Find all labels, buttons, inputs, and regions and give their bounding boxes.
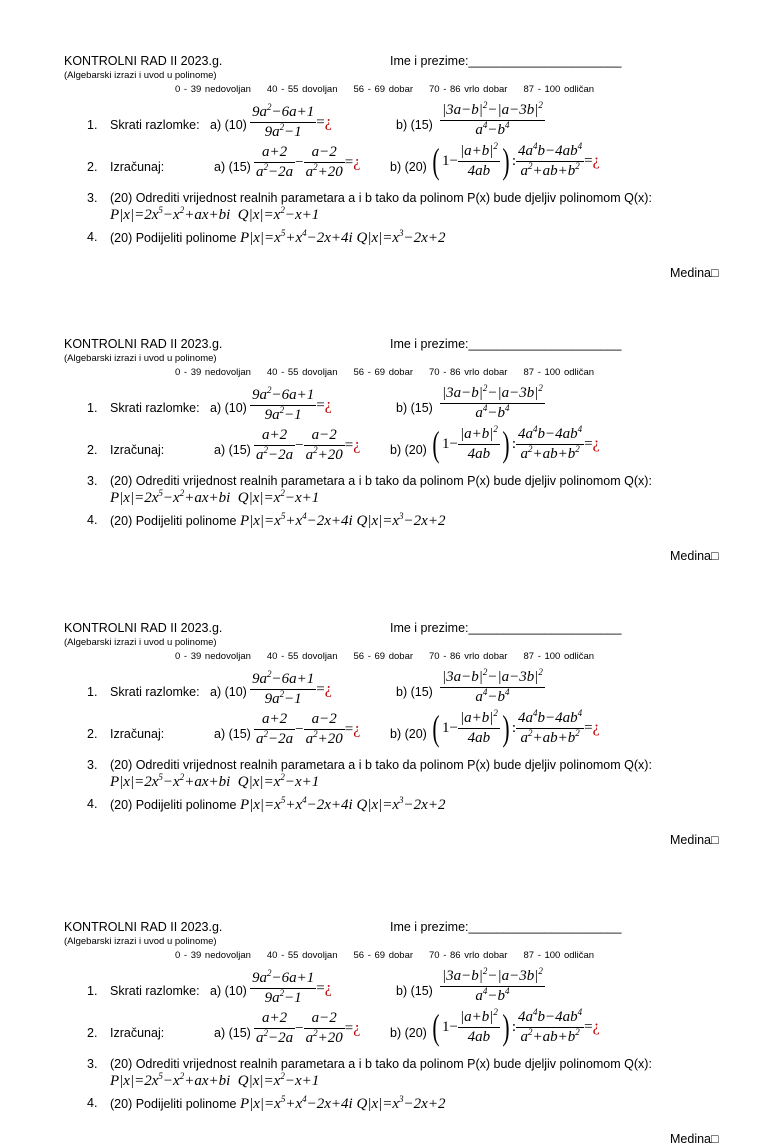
task-2-number: 2. — [87, 443, 98, 457]
task-3-number: 3. — [87, 191, 98, 205]
exam-copy — [0, 54, 768, 344]
task-2b-expression: ( 1− $\frac{|a+b|^2}{4ab}$ ) : $\frac{4a^4b-4ab^4}{a^2+ab+b^2}$ =¿ — [432, 423, 600, 464]
task-1a-expression: $\frac{9a^2-6a+1}{9a^2-1}$ =¿ — [252, 669, 332, 707]
task-1b-expression: $\frac{|3a-b|^2-|a-3b|^2}{a^4-b^4}$ — [442, 667, 543, 705]
grade-1: 0 - 39 nedovoljan — [175, 950, 251, 961]
task-1-number: 1. — [87, 984, 98, 998]
grading-scale — [175, 950, 610, 961]
task-2a-expression: $\frac{a+2}{a^2-2a}$ − $\frac{a-2}{a^2+20}$ =¿ — [256, 1010, 361, 1046]
exam-subtitle: (Algebarski izrazi i uvod u polinome) — [64, 353, 217, 364]
task-2a-label: a) (15) — [214, 443, 251, 457]
placeholder-symbol: ¿ — [324, 680, 332, 698]
placeholder-symbol: ¿ — [592, 719, 600, 737]
grade-4: 70 - 86 vrlo dobar — [429, 950, 508, 961]
exam-copy — [0, 621, 768, 911]
grading-scale — [175, 651, 610, 662]
task-3-number: 3. — [87, 1057, 98, 1071]
task-1-label: Skrati razlomke: a) (10) — [110, 401, 247, 415]
name-field-label: Ime i prezime:______________________ — [390, 920, 622, 934]
author-signature: Medina□ — [670, 833, 719, 847]
placeholder-symbol: ¿ — [353, 720, 361, 738]
task-1a-expression: $\frac{9a^2-6a+1}{9a^2-1}$ =¿ — [252, 102, 332, 140]
placeholder-symbol: ¿ — [324, 979, 332, 997]
exam-subtitle: (Algebarski izrazi i uvod u polinome) — [64, 637, 217, 648]
task-2-label: Izračunaj: — [110, 1026, 165, 1040]
grade-1: 0 - 39 nedovoljan — [175, 367, 251, 378]
grade-3: 56 - 69 dobar — [353, 367, 414, 378]
exam-title: KONTROLNI RAD II 2023.g. — [64, 621, 223, 635]
task-3-label: (20) Odrediti vrijednost realnih parametara a i b tako da polinom P(x) bude djeljiv polinomom Q(x): — [110, 1057, 652, 1071]
name-field-label: Ime i prezime:______________________ — [390, 621, 622, 635]
grade-2: 40 - 55 dovoljan — [266, 367, 338, 378]
placeholder-symbol: ¿ — [353, 1019, 361, 1037]
grade-5: 87 - 100 odličan — [523, 651, 595, 662]
task-2-label: Izračunaj: — [110, 160, 165, 174]
task-2b-label: b) (20) — [390, 443, 427, 457]
task-3-polynomials: $P|x|=2x^5-x^2+ax+bi$ $Q|x|=x^2-x+1$ — [110, 488, 320, 506]
placeholder-symbol: ¿ — [592, 435, 600, 453]
placeholder-symbol: ¿ — [592, 152, 600, 170]
task-2b-label: b) (20) — [390, 160, 427, 174]
task-2-label: Izračunaj: — [110, 727, 165, 741]
grade-4: 70 - 86 vrlo dobar — [429, 367, 508, 378]
task-2a-label: a) (15) — [214, 1026, 251, 1040]
task-1b-label: b) (15) — [396, 685, 433, 699]
grade-3: 56 - 69 dobar — [353, 950, 414, 961]
task-1b-expression: $\frac{|3a-b|^2-|a-3b|^2}{a^4-b^4}$ — [442, 383, 543, 421]
task-2b-expression: ( 1− $\frac{|a+b|^2}{4ab}$ ) : $\frac{4a^4b-4ab^4}{a^2+ab+b^2}$ =¿ — [432, 1006, 600, 1047]
author-signature: Medina□ — [670, 1132, 719, 1146]
task-3-polynomials: $P|x|=2x^5-x^2+ax+bi$ $Q|x|=x^2-x+1$ — [110, 205, 320, 223]
grade-4: 70 - 86 vrlo dobar — [429, 651, 508, 662]
task-4-number: 4. — [87, 230, 98, 244]
exam-subtitle: (Algebarski izrazi i uvod u polinome) — [64, 936, 217, 947]
task-2a-expression: $\frac{a+2}{a^2-2a}$ − $\frac{a-2}{a^2+20}$ =¿ — [256, 144, 361, 180]
grade-5: 87 - 100 odličan — [523, 950, 595, 961]
task-2b-expression: ( 1− $\frac{|a+b|^2}{4ab}$ ) : $\frac{4a^4b-4ab^4}{a^2+ab+b^2}$ =¿ — [432, 707, 600, 748]
exam-subtitle: (Algebarski izrazi i uvod u polinome) — [64, 70, 217, 81]
grade-2: 40 - 55 dovoljan — [266, 950, 338, 961]
task-2-number: 2. — [87, 727, 98, 741]
task-1b-expression: $\frac{|3a-b|^2-|a-3b|^2}{a^4-b^4}$ — [442, 100, 543, 138]
task-2a-expression: $\frac{a+2}{a^2-2a}$ − $\frac{a-2}{a^2+20}$ =¿ — [256, 427, 361, 463]
task-3-number: 3. — [87, 474, 98, 488]
grade-3: 56 - 69 dobar — [353, 651, 414, 662]
placeholder-symbol: ¿ — [592, 1018, 600, 1036]
task-2a-label: a) (15) — [214, 727, 251, 741]
task-2-number: 2. — [87, 1026, 98, 1040]
task-4-number: 4. — [87, 797, 98, 811]
author-signature: Medina□ — [670, 266, 719, 280]
grade-5: 87 - 100 odličan — [523, 84, 595, 95]
task-4-label: (20) Podijeliti polinome $P|x|=x^5+x^4-2x+4i$ $Q|x|=x^3-2x+2$ — [110, 228, 446, 246]
name-field-label: Ime i prezime:______________________ — [390, 54, 622, 68]
task-1-label: Skrati razlomke: a) (10) — [110, 984, 247, 998]
task-3-number: 3. — [87, 758, 98, 772]
task-1-number: 1. — [87, 401, 98, 415]
exam-title: KONTROLNI RAD II 2023.g. — [64, 54, 223, 68]
task-1b-label: b) (15) — [396, 401, 433, 415]
task-1-label: Skrati razlomke: a) (10) — [110, 118, 247, 132]
placeholder-symbol: ¿ — [353, 436, 361, 454]
task-3-label: (20) Odrediti vrijednost realnih parametara a i b tako da polinom P(x) bude djeljiv polinomom Q(x): — [110, 758, 652, 772]
task-3-label: (20) Odrediti vrijednost realnih parametara a i b tako da polinom P(x) bude djeljiv polinomom Q(x): — [110, 474, 652, 488]
grade-5: 87 - 100 odličan — [523, 367, 595, 378]
exam-copy — [0, 920, 768, 1146]
task-3-polynomials: $P|x|=2x^5-x^2+ax+bi$ $Q|x|=x^2-x+1$ — [110, 1071, 320, 1089]
exam-title: KONTROLNI RAD II 2023.g. — [64, 337, 223, 351]
task-3-polynomials: $P|x|=2x^5-x^2+ax+bi$ $Q|x|=x^2-x+1$ — [110, 772, 320, 790]
task-1b-label: b) (15) — [396, 984, 433, 998]
exam-copy — [0, 337, 768, 627]
task-3-label: (20) Odrediti vrijednost realnih parametara a i b tako da polinom P(x) bude djeljiv polinomom Q(x): — [110, 191, 652, 205]
placeholder-symbol: ¿ — [324, 396, 332, 414]
task-1b-label: b) (15) — [396, 118, 433, 132]
name-field-label: Ime i prezime:______________________ — [390, 337, 622, 351]
grading-scale — [175, 84, 610, 95]
task-2-number: 2. — [87, 160, 98, 174]
exam-title: KONTROLNI RAD II 2023.g. — [64, 920, 223, 934]
task-4-label: (20) Podijeliti polinome $P|x|=x^5+x^4-2x+4i$ $Q|x|=x^3-2x+2$ — [110, 795, 446, 813]
grade-2: 40 - 55 dovoljan — [266, 84, 338, 95]
grade-1: 0 - 39 nedovoljan — [175, 84, 251, 95]
task-1a-expression: $\frac{9a^2-6a+1}{9a^2-1}$ =¿ — [252, 968, 332, 1006]
grade-1: 0 - 39 nedovoljan — [175, 651, 251, 662]
task-2b-expression: ( 1− $\frac{|a+b|^2}{4ab}$ ) : $\frac{4a^4b-4ab^4}{a^2+ab+b^2}$ =¿ — [432, 140, 600, 181]
task-4-number: 4. — [87, 1096, 98, 1110]
grade-2: 40 - 55 dovoljan — [266, 651, 338, 662]
task-2b-label: b) (20) — [390, 1026, 427, 1040]
author-signature: Medina□ — [670, 549, 719, 563]
task-2a-label: a) (15) — [214, 160, 251, 174]
task-4-number: 4. — [87, 513, 98, 527]
task-1-label: Skrati razlomke: a) (10) — [110, 685, 247, 699]
task-1-number: 1. — [87, 685, 98, 699]
task-4-label: (20) Podijeliti polinome $P|x|=x^5+x^4-2x+4i$ $Q|x|=x^3-2x+2$ — [110, 511, 446, 529]
task-1b-expression: $\frac{|3a-b|^2-|a-3b|^2}{a^4-b^4}$ — [442, 966, 543, 1004]
task-4-label: (20) Podijeliti polinome $P|x|=x^5+x^4-2x+4i$ $Q|x|=x^3-2x+2$ — [110, 1094, 446, 1112]
task-1-number: 1. — [87, 118, 98, 132]
grade-4: 70 - 86 vrlo dobar — [429, 84, 508, 95]
placeholder-symbol: ¿ — [324, 113, 332, 131]
grading-scale — [175, 367, 610, 378]
task-2a-expression: $\frac{a+2}{a^2-2a}$ − $\frac{a-2}{a^2+20}$ =¿ — [256, 711, 361, 747]
grade-3: 56 - 69 dobar — [353, 84, 414, 95]
placeholder-symbol: ¿ — [353, 153, 361, 171]
task-2-label: Izračunaj: — [110, 443, 165, 457]
task-1a-expression: $\frac{9a^2-6a+1}{9a^2-1}$ =¿ — [252, 385, 332, 423]
task-2b-label: b) (20) — [390, 727, 427, 741]
